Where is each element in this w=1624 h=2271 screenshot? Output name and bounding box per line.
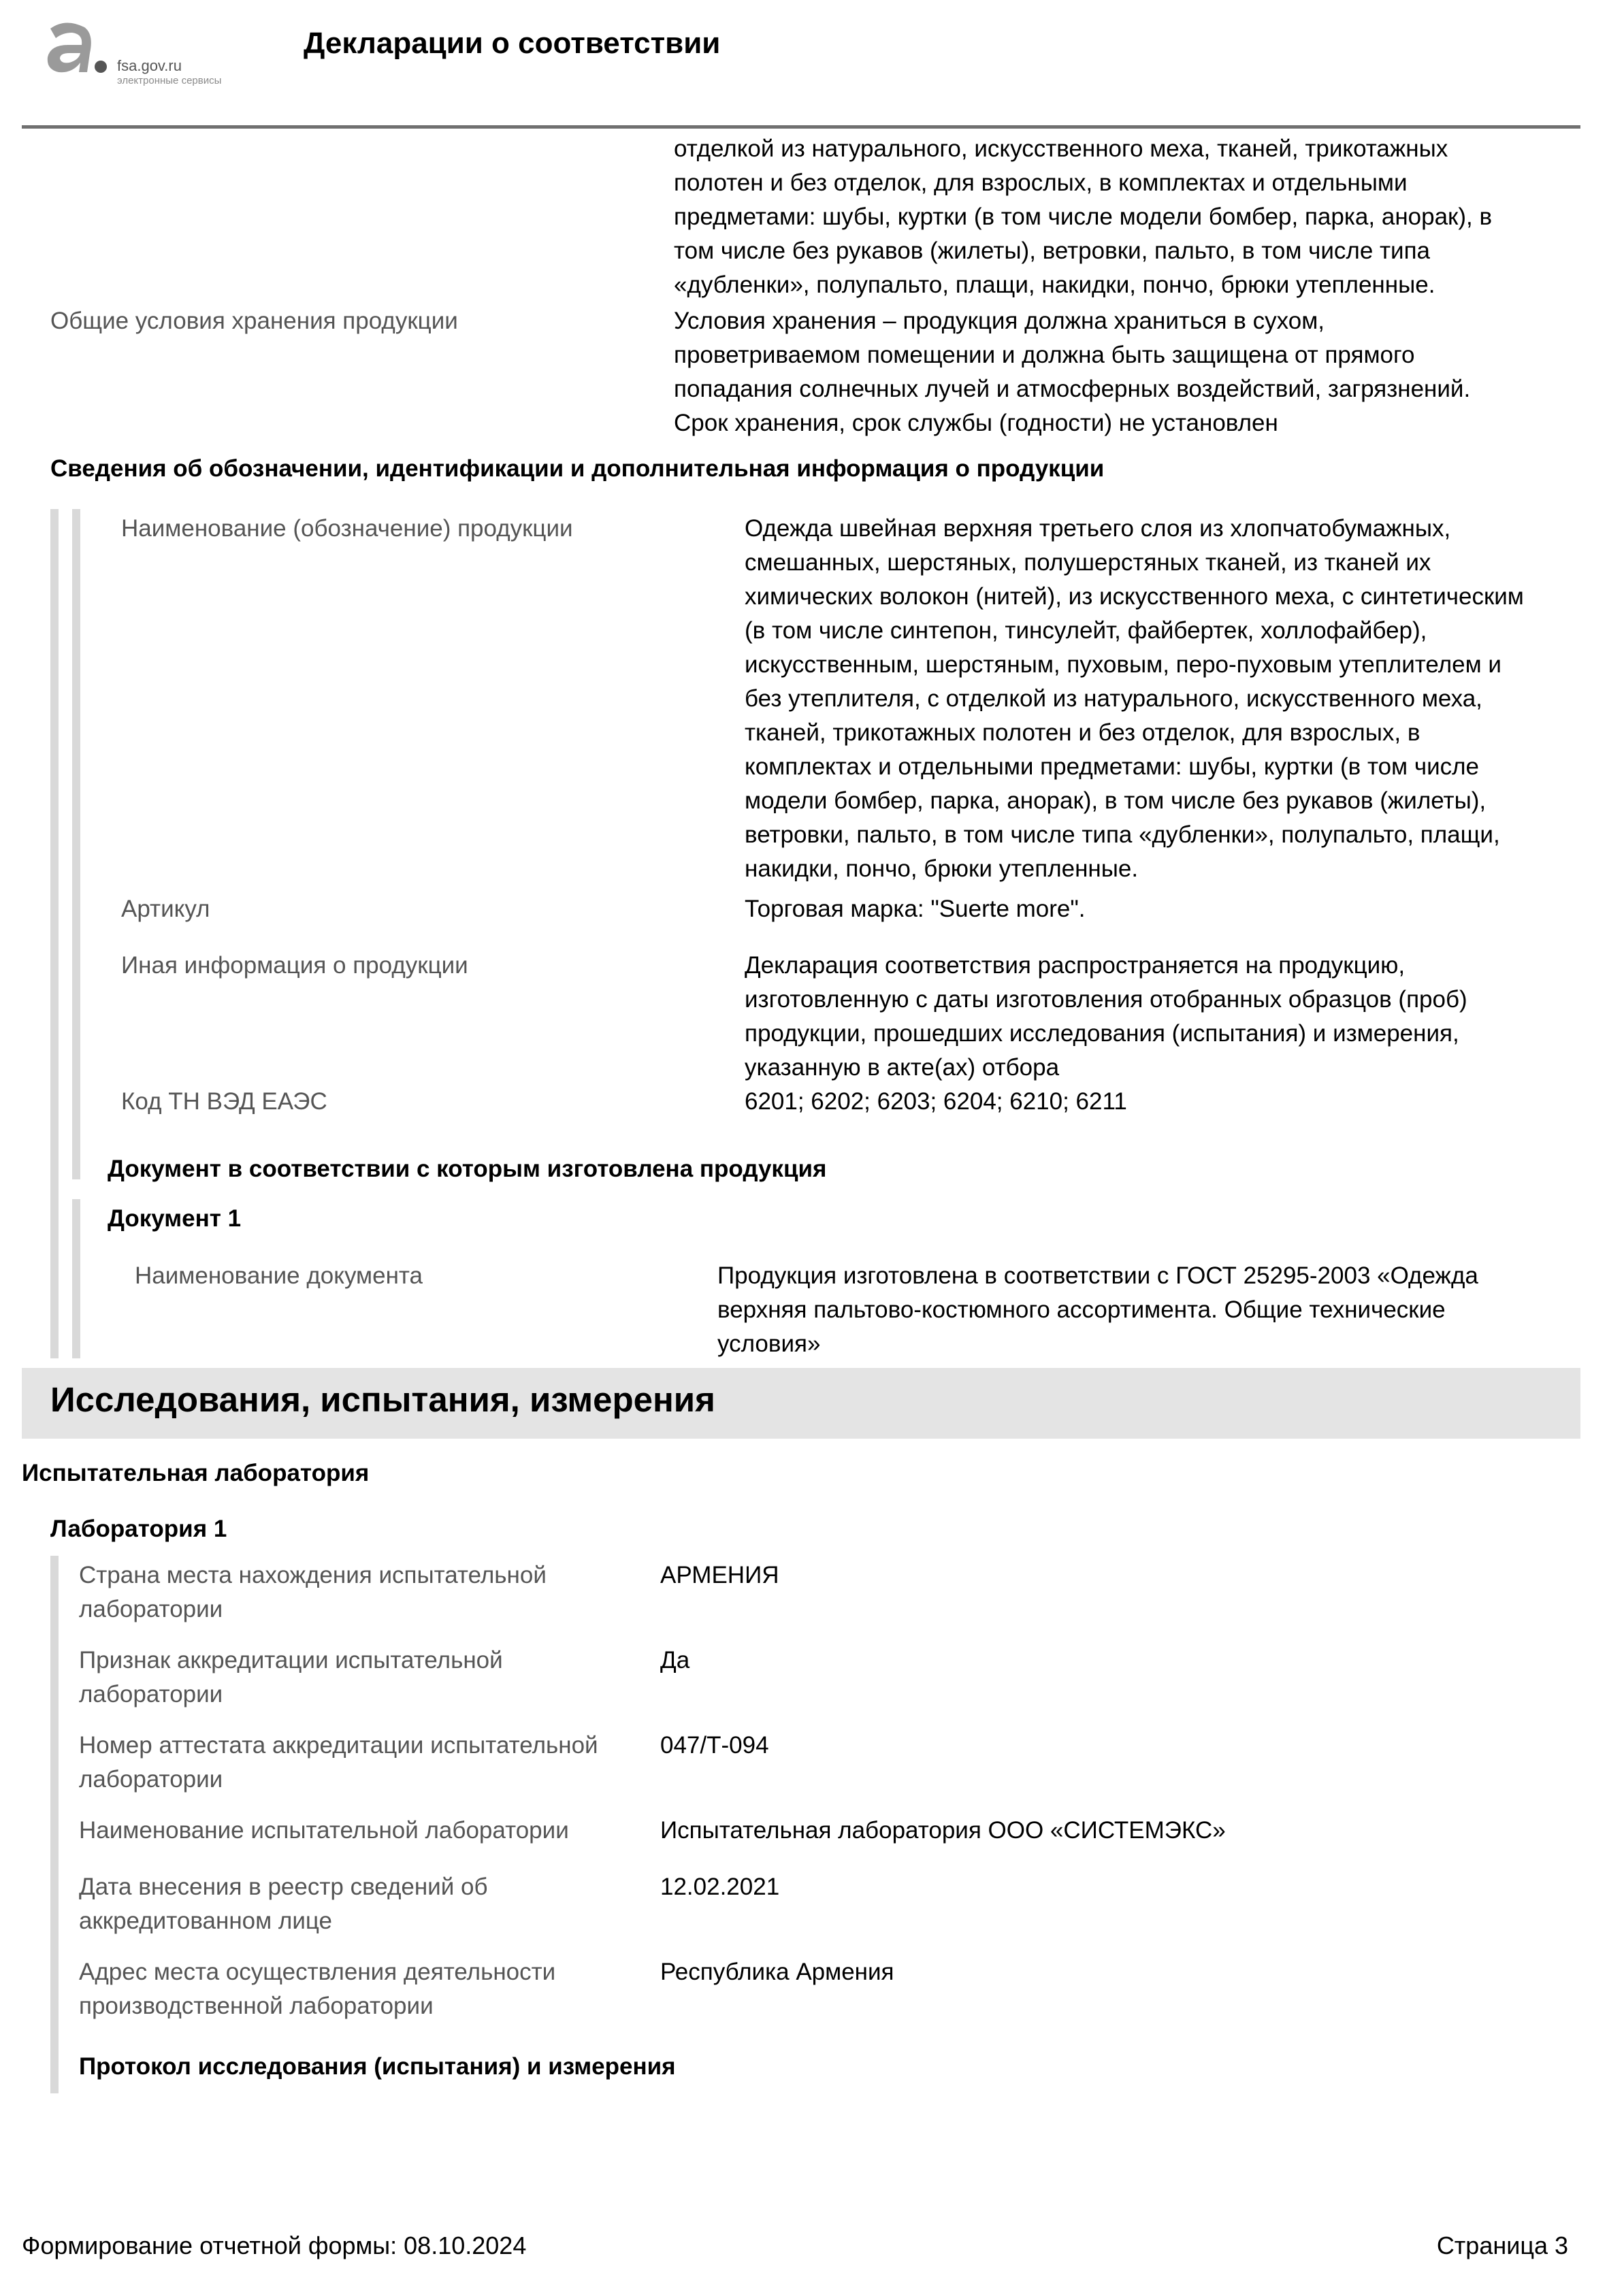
product-name-line: смешанных, шерстяных, полушерстяных тканей, из тканей их: [745, 549, 1431, 576]
header-divider: [22, 125, 1580, 129]
other-info-line: указанную в акте(ах) отбора: [745, 1054, 1060, 1081]
description-line: том числе без рукавов (жилеты), ветровки, пальто, в том числе типа: [674, 238, 1431, 264]
description-line: отделкой из натурального, искусственного меха, тканей, трикотажных: [674, 135, 1448, 162]
protocol-heading: Протокол исследования (испытания) и измерения: [79, 2053, 676, 2080]
page-number: Страница 3: [1436, 2232, 1568, 2259]
tnved-value: 6201; 6202; 6203; 6204; 6210; 6211: [745, 1088, 1127, 1115]
storage-label: Общие условия хранения продукции: [50, 308, 458, 334]
product-name-line: без утеплителя, с отделкой из натурального, искусственного меха,: [745, 685, 1482, 712]
product-name-line: комплектах и отдельными предметами: шубы, куртки (в том числе: [745, 753, 1480, 780]
lab-row-label: Адрес места осуществления деятельности: [79, 1959, 556, 1985]
product-name-line: ветровки, пальто, в том числе типа «дубленки», полупальто, плащи,: [745, 821, 1500, 848]
footer-date: Формирование отчетной формы: 08.10.2024: [22, 2232, 527, 2259]
documents-heading: Документ в соответствии с которым изготовлена продукция: [108, 1156, 827, 1182]
logo-domain: fsa.gov.ru: [117, 57, 182, 74]
product-name-line: модели бомбер, парка, анорак), в том числе без рукавов (жилеты),: [745, 787, 1487, 814]
lab-row-value: Республика Армения: [660, 1959, 894, 1985]
product-name-label: Наименование (обозначение) продукции: [121, 515, 573, 542]
storage-line: Срок хранения, срок службы (годности) не установлен: [674, 410, 1278, 436]
document-1-heading: Документ 1: [108, 1205, 242, 1232]
lab-row-label: Номер аттестата аккредитации испытательной: [79, 1732, 598, 1759]
lab-row-value: Да: [660, 1647, 690, 1673]
tnved-label: Код ТН ВЭД ЕАЭС: [121, 1088, 327, 1115]
section-indent-bar: [50, 509, 59, 1358]
lab-row-label: Наименование испытательной лаборатории: [79, 1817, 569, 1844]
product-name-line: (в том числе синтепон, тинсулейт, файбертек, холлофайбер),: [745, 617, 1427, 644]
document-indent-bar: [72, 1199, 80, 1358]
section-title: Исследования, испытания, измерения: [50, 1380, 715, 1419]
lab-row-value: Испытательная лаборатория ООО «СИСТЕМЭКС»: [660, 1817, 1226, 1844]
other-info-line: продукции, прошедших исследования (испытания) и измерения,: [745, 1020, 1459, 1047]
document-name-line: Продукция изготовлена в соответствии с ГОСТ 25295-2003 «Одежда: [717, 1262, 1478, 1289]
storage-line: Условия хранения – продукция должна храниться в сухом,: [674, 308, 1325, 334]
lab-row-value: 047/Т-094: [660, 1732, 769, 1759]
other-info-line: Декларация соответствия распространяется на продукцию,: [745, 952, 1406, 979]
lab-row-label: Признак аккредитации испытательной: [79, 1647, 503, 1673]
lab-row-label: лаборатории: [79, 1681, 223, 1708]
description-line: предметами: шубы, куртки (в том числе модели бомбер, парка, анорак), в: [674, 203, 1493, 230]
product-name-line: химических волокон (нитей), из искусственного меха, с синтетическим: [745, 583, 1524, 610]
product-name-line: искусственным, шерстяным, пуховым, перо-пуховым утеплителем и: [745, 651, 1501, 678]
identification-heading: Сведения об обозначении, идентификации и дополнительная информация о продукции: [50, 455, 1105, 482]
lab-row-label: производственной лаборатории: [79, 1993, 434, 2019]
other-info-label: Иная информация о продукции: [121, 952, 468, 979]
product-name-line: тканей, трикотажных полотен и без отделок, для взрослых, в: [745, 719, 1420, 746]
lab-1-heading: Лаборатория 1: [50, 1516, 227, 1542]
product-name-line: накидки, пончо, брюки утепленные.: [745, 855, 1139, 882]
lab-row-label: Страна места нахождения испытательной: [79, 1562, 547, 1588]
subsection-indent-bar: [72, 509, 80, 1179]
lab-row-label: лаборатории: [79, 1766, 223, 1793]
document-name-line: верхняя пальтово-костюмного ассортимента. Общие технические: [717, 1296, 1446, 1323]
lab-row-value: 12.02.2021: [660, 1874, 780, 1900]
article-label: Артикул: [121, 896, 210, 922]
lab-row-label: лаборатории: [79, 1596, 223, 1622]
lab-row-value: АРМЕНИЯ: [660, 1562, 779, 1588]
lab-heading: Испытательная лаборатория: [22, 1460, 370, 1486]
storage-line: попадания солнечных лучей и атмосферных воздействий, загрязнений.: [674, 376, 1471, 402]
article-value: Торговая марка: "Suerte more".: [745, 896, 1086, 922]
page-title: Декларации о соответствии: [304, 27, 721, 60]
document-name-line: условия»: [717, 1330, 821, 1357]
lab-row-label: аккредитованном лице: [79, 1908, 332, 1934]
logo-subtitle: электронные сервисы: [117, 75, 222, 86]
lab-row-label: Дата внесения в реестр сведений об: [79, 1874, 488, 1900]
product-name-line: Одежда швейная верхняя третьего слоя из хлопчатобумажных,: [745, 515, 1451, 542]
document-name-label: Наименование документа: [135, 1262, 423, 1289]
lab-indent-bar: [50, 1556, 59, 2093]
storage-line: проветриваемом помещении и должна быть защищена от прямого: [674, 342, 1415, 368]
description-line: «дубленки», полупальто, плащи, накидки, пончо, брюки утепленные.: [674, 272, 1435, 298]
fsa-logo-icon: [45, 20, 120, 82]
description-line: полотен и без отделок, для взрослых, в комплектах и отдельными: [674, 169, 1408, 196]
other-info-line: изготовленную с даты изготовления отобранных образцов (проб): [745, 986, 1467, 1013]
